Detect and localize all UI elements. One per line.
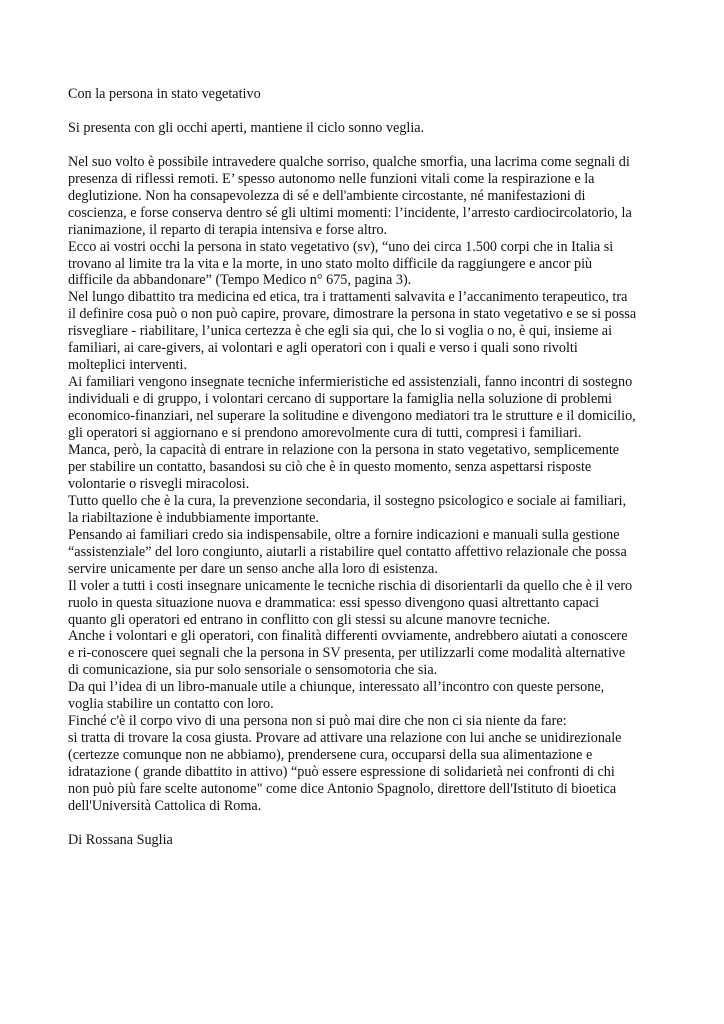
body-line: risvegliare - riabilitare, l’unica certezza è che egli sia qui, che lo si voglia o no, è qui, insieme ai — [68, 323, 613, 340]
body-line: difficile da abbandonare” (Tempo Medico n° 675, pagina 3). — [68, 272, 412, 289]
body-line: ruolo in questa situazione nuova e drammatica: essi spesso divengono quasi altrettanto capaci — [68, 594, 600, 611]
body-line: Pensando ai familiari credo sia indispensabile, oltre a fornire indicazioni e manuali sulla gestione — [68, 526, 620, 543]
body-line: presenza di riflessi remoti. E’ spesso autonomo nelle funzioni vitali come la respirazione e la — [68, 170, 595, 187]
body-line: “assistenziale” del loro congiunto, aiutarli a ristabilire quel contatto affettivo relazionale che possa — [68, 543, 627, 560]
body-line: dell'Università Cattolica di Roma. — [68, 798, 262, 814]
body-line: rianimazione, il reparto di terapia intensiva e forse altro. — [68, 221, 388, 238]
spacer — [68, 137, 668, 154]
body-line: coscienza, e forse conserva dentro sé gli ultimi momenti: l’incidente, l’arresto cardiocircolatorio, la — [68, 204, 632, 221]
body-line: Manca, però, la capacità di entrare in relazione con la persona in stato vegetativo, semplicemente — [68, 441, 620, 458]
body-line: quanto gli operatori ed entrano in conflitto con gli stessi su alcune manovre tecniche. — [68, 611, 551, 628]
body-line: non può più fare scelte autonome" come dice Antonio Spagnolo, direttore dell'Istituto di bioetica — [68, 781, 617, 798]
author-signature: Di Rossana Suglia — [68, 831, 173, 848]
body-line: molteplici interventi. — [68, 357, 187, 374]
body-line: trovano al limite tra la vita e la morte, in uno stato molto difficile da raggiungere e ancor più — [68, 255, 593, 272]
body-line: individuali e di gruppo, i volontari cercano di supportare la famiglia nella soluzione di problemi — [68, 391, 613, 408]
body-line: voglia stabilire un contatto con loro. — [68, 696, 274, 713]
body-line: familiari, ai care-givers, ai volontari e agli operatori con i quali e verso i quali sono rivolti — [68, 340, 578, 357]
body-line: e ri-conoscere quei segnali che la persona in SV presenta, per utilizzarli come modalità alternative — [68, 645, 626, 662]
body-line: il definire cosa può o non può capire, provare, dimostrare la persona in stato vegetativo e se si possa — [68, 306, 637, 323]
body-line: si tratta di trovare la cosa giusta. Provare ad attivare una relazione con lui anche se unidirezionale — [68, 730, 622, 747]
body-line: volontarie o risvegli miracolosi. — [68, 475, 250, 492]
body-line: Nel suo volto è possibile intravedere qualche sorriso, qualche smorfia, una lacrima come segnali di — [68, 153, 630, 170]
body-line: idratazione ( grande dibattito in attivo) “può essere espressione di solidarietà nei confronti di chi — [68, 764, 615, 781]
body-line: deglutizione. Non ha consapevolezza di sé e dell'ambiente circostante, né manifestazioni di — [68, 187, 586, 204]
document-title: Con la persona in stato vegetativo — [68, 86, 261, 102]
body-line: (certezze comunque non ne abbiamo), prendersene cura, occuparsi della sua alimentazione e — [68, 747, 593, 764]
body-line: economico-finanziari, nel superare la solitudine e divengono mediatori tra le strutture e il domicilio, — [68, 408, 636, 425]
spacer — [68, 815, 668, 832]
body-line: servire unicamente per dare un senso anche alla loro di esistenza. — [68, 560, 438, 577]
body-line: Anche i volontari e gli operatori, con finalità differenti ovviamente, andrebbero aiutati a conoscere — [68, 628, 628, 645]
body-line: Nel lungo dibattito tra medicina ed etica, tra i trattamenti salvavita e l’accanimento terapeutico, tra — [68, 289, 628, 306]
body-text — [68, 154, 668, 815]
body-line: gli operatori si aggiornano e si prendono amorevolmente cura di tutti, compresi i familiari. — [68, 425, 582, 442]
body-line: Tutto quello che è la cura, la prevenzione secondaria, il sostegno psicologico e sociale ai familiari, — [68, 492, 627, 509]
body-line: Ecco ai vostri occhi la persona in stato vegetativo (sv), “uno dei circa 1.500 corpi che in Italia si — [68, 238, 614, 255]
body-line: Da qui l’idea di un libro-manuale utile a chiunque, interessato all’incontro con queste persone, — [68, 679, 605, 696]
body-line: di comunicazione, sia pur solo sensoriale o sensomotoria che sia. — [68, 662, 438, 679]
document-page — [68, 86, 668, 849]
spacer — [68, 103, 668, 120]
body-line: Il voler a tutti i costi insegnare unicamente le tecniche rischia di disorientarli da quello che è il vero — [68, 577, 633, 594]
body-line: la riabiltazione è indubbiamente importante. — [68, 509, 319, 526]
body-line: Finché c'è il corpo vivo di una persona non si può mai dire che non ci sia niente da fare: — [68, 713, 567, 730]
body-line: per stabilire un contatto, basandosi su ciò che è in questo momento, senza aspettarsi risposte — [68, 458, 592, 475]
intro-line: Si presenta con gli occhi aperti, mantiene il ciclo sonno veglia. — [68, 119, 425, 136]
body-line: Ai familiari vengono insegnate tecniche infermieristiche ed assistenziali, fanno incontri di sostegno — [68, 374, 633, 391]
